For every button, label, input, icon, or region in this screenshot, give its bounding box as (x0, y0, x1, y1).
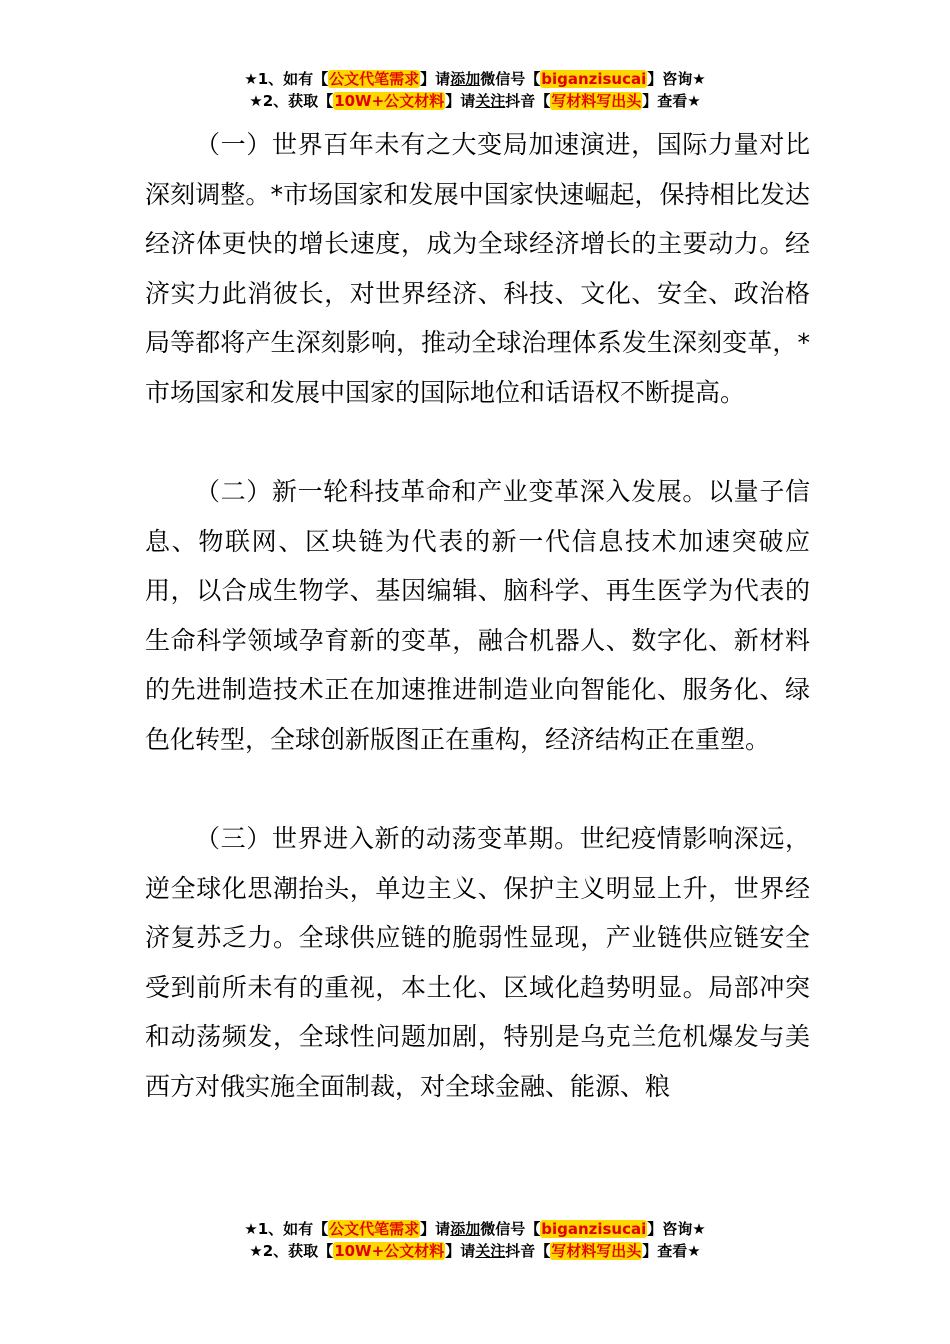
banner-text: 抖音【 (505, 92, 551, 110)
banner-text: 】咨询★ (647, 1220, 706, 1238)
banner-highlight: 公文代笔需求 (329, 70, 420, 88)
banner-text: 】查看★ (642, 92, 701, 110)
banner-line-2 (0, 90, 950, 112)
banner-text: 】请 (445, 1242, 476, 1260)
banner-line-1 (0, 68, 950, 90)
banner-highlight: 10W+公文材料 (334, 92, 445, 110)
banner-text: 】咨询★ (647, 70, 706, 88)
banner-underlined: 关注 (475, 92, 506, 110)
paragraph-2: （二）新一轮科技革命和产业变革深入发展。以量子信息、物联网、区块链为代表的新一代信息技术加速突破应用，以合成生物学、基因编辑、脑科学、再生医学为代表的生命科学领域孕育新的变革，融合机器人、数字化、新材料的先进制造技术正在加速推进制造业向智能化、服务化、绿色化转型，全球创新版图正在重构，经济结构正在重塑。 (145, 477, 810, 754)
banner-underlined: 添加 (450, 70, 481, 88)
banner-line-2 (0, 1240, 950, 1262)
banner-highlight: 写材料写出头 (551, 1242, 642, 1260)
footer-banner (0, 1218, 950, 1262)
banner-text: 】请 (445, 92, 476, 110)
banner-text: 】查看★ (642, 1242, 701, 1260)
banner-text: 微信号【 (480, 1220, 541, 1238)
paragraph-1: （一）世界百年未有之大变局加速演进，国际力量对比深刻调整。*市场国家和发展中国家快速崛起，保持相比发达经济体更快的增长速度，成为全球经济增长的主要动力。经济实力此消彼长，对世界经济、科技、文化、安全、政治格局等都将产生深刻影响，推动全球治理体系发生深刻变革，*市场国家和发展中国家的国际地位和话语权不断提高。 (145, 130, 810, 407)
paragraph-3: （三）世界进入新的动荡变革期。世纪疫情影响深远，逆全球化思潮抬头，单边主义、保护主义明显上升，世界经济复苏乏力。全球供应链的脆弱性显现，产业链供应链安全受到前所未有的重视，本土化、区域化趋势明显。局部冲突和动荡频发，全球性问题加剧，特别是乌克兰危机爆发与美西方对俄实施全面制裁，对全球金融、能源、粮 (145, 824, 810, 1101)
banner-highlight: 公文代笔需求 (329, 1220, 420, 1238)
banner-text: 】请 (420, 70, 451, 88)
banner-text: 】请 (420, 1220, 451, 1238)
banner-text: ★1、如有【 (244, 70, 329, 88)
header-banner (0, 68, 950, 112)
banner-underlined: 添加 (450, 1220, 481, 1238)
banner-text: ★1、如有【 (244, 1220, 329, 1238)
document-body (145, 120, 810, 1161)
banner-text: ★2、获取【 (249, 92, 334, 110)
banner-text: 微信号【 (480, 70, 541, 88)
banner-line-1 (0, 1218, 950, 1240)
banner-highlight: 10W+公文材料 (334, 1242, 445, 1260)
banner-highlight: biganzisucai (541, 70, 647, 88)
banner-text: 抖音【 (505, 1242, 551, 1260)
banner-text: ★2、获取【 (249, 1242, 334, 1260)
banner-highlight: biganzisucai (541, 1220, 647, 1238)
banner-highlight: 写材料写出头 (551, 92, 642, 110)
banner-underlined: 关注 (475, 1242, 506, 1260)
